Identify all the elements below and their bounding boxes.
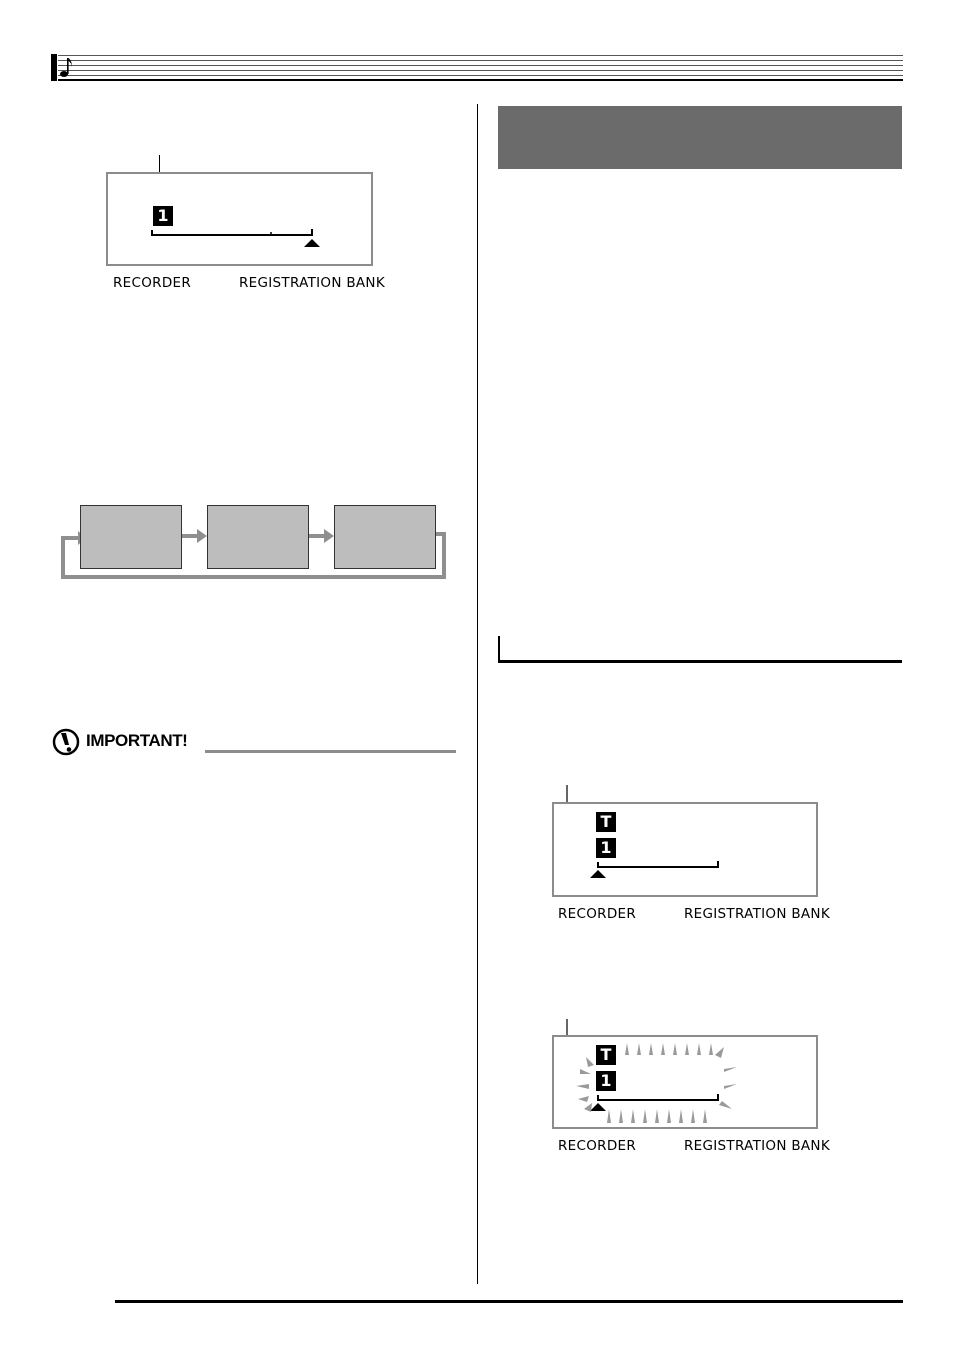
arrow-right-icon [309,528,335,544]
important-title: IMPORTANT! [86,731,188,750]
page-footer-rule [115,1300,903,1303]
staff-line [58,70,903,71]
warning-icon [52,728,80,756]
section-header-bar [498,106,902,169]
subsection-rule-left [498,636,500,662]
staff-line [58,60,903,61]
lcd-label-registration-bank: REGISTRATION BANK [684,1138,830,1154]
position-bar [150,226,322,252]
bank-number-badge: 1 [596,838,616,858]
flow-box-3 [334,505,436,569]
lcd-screen [106,172,373,266]
track-badge: T [596,1045,616,1065]
flow-box-2 [207,505,309,569]
column-divider [477,104,478,1284]
track-badge: T [596,812,616,832]
flow-box-1 [80,505,182,569]
lcd-label-registration-bank: REGISTRATION BANK [239,275,385,291]
music-note-icon [59,55,75,79]
bank-number-badge: 1 [596,1071,616,1091]
blinking-indicator-icon [574,1039,744,1127]
staff-left-bar [51,54,57,81]
bank-number-badge: 1 [153,206,173,226]
lcd-label-recorder: RECORDER [558,1138,637,1154]
lcd-screen [552,802,818,897]
staff-line [58,55,903,56]
lcd-screen [552,1035,818,1129]
subsection-rule-bottom [498,660,902,663]
staff-line [58,75,903,76]
staff-bottom-rule [58,79,903,81]
staff-line [58,65,903,66]
lcd-label-recorder: RECORDER [558,906,637,922]
important-underline [205,750,456,753]
lcd-label-recorder: RECORDER [113,275,192,291]
position-bar [588,860,728,882]
arrow-right-icon [182,528,208,544]
lcd-label-registration-bank: REGISTRATION BANK [684,906,830,922]
